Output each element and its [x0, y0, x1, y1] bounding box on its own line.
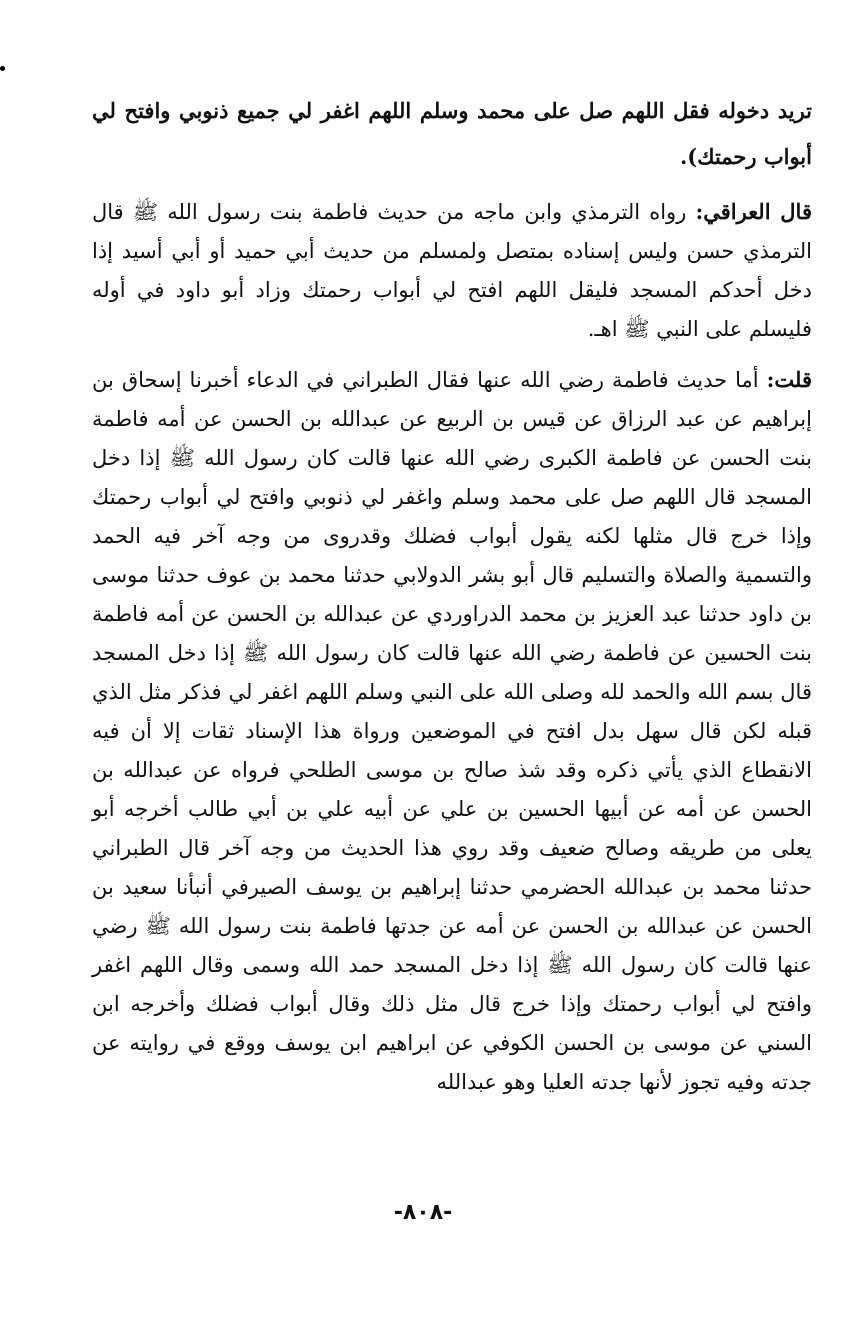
qultu-text: أما حديث فاطمة رضي الله عنها فقال الطبراني في الدعاء أخبرنا إسحاق بن إبراهيم عن عبد الرزاق عن قيس بن الربيع عن عبدالله بن الحسن عن أمه فاطمة بنت الحسن عن فاطمة الكبرى رضي الله عنها قالت كان رسول الله ﷺ إذا دخل المسجد قال اللهم صل على محمد وسلم واغفر لي ذنوبي وافتح لي أبواب رحمتك وإذا خرج قال مثلها لكنه يقول أبواب فضلك وقدروى من وجه آخر فيه الحمد والتسمية والصلاة والتسليم قال أبو بشر الدولابي حدثنا محمد بن عوف حدثنا موسى بن داود حدثنا عبد العزيز بن محمد الدراوردي عن عبدالله بن الحسن عن أمه فاطمة بنت الحسين عن فاطمة رضي الله عنها قالت كان رسول الله ﷺ إذا دخل المسجد قال بسم الله والحمد لله وصلى الله على النبي وسلم اللهم اغفر لي فذكر مثل الذي قبله لكن قال سهل بدل افتح في الموضعين ورواة هذا الإسناد ثقات إلا أن فيه الانقطاع الذي يأتي ذكره وقد شذ صالح بن موسى الطلحي فرواه عن عبدالله بن الحسن عن أمه عن أبيها الحسين بن علي عن أبيه علي بن أبي طالب أخرجه أبو يعلى من طريقه وصالح ضعيف وقد روي هذا الحديث من وجه آخر قال الطبراني حدثنا محمد بن عبدالله الحضرمي حدثنا إبراهيم بن يوسف الصيرفي أنبأنا سعيد بن الحسن عن عبدالله بن الحسن عن أمه عن جدتها فاطمة بنت رسول الله ﷺ رضي عنها قالت كان رسول الله ﷺ إذا دخل المسجد حمد الله وسمى وقال اللهم اغفر وافتح لي أبواب رحمتك وإذا خرج قال مثل ذلك وقال أبواب فضلك وأخرجه ابن السني عن موسى بن الحسن الكوفي عن ابراهيم ابن يوسف ووقع في روايته عن جدته وفيه تجوز لأنها جدته العليا وهو عبدالله — [92, 368, 812, 1094]
margin-dot — [0, 66, 5, 71]
page-number: -٨٠٨- — [393, 1200, 453, 1225]
iraqi-paragraph — [92, 192, 812, 349]
iraqi-label: قال العراقي: — [695, 199, 812, 224]
paragraph-spacer — [92, 349, 812, 360]
qultu-label: قلت: — [766, 367, 812, 392]
iraqi-text: رواه الترمذي وابن ماجه من حديث فاطمة بنت رسول الله ﷺ قال الترمذي حسن وليس إسناده بمتصل ولمسلم من حديث أبي حميد أو أبي أسيد إذا دخل أحدكم المسجد فليقل اللهم افتح لي أبواب رحمتك وزاد أبو داود في أوله فليسلم على النبي ﷺ اهـ. — [92, 200, 812, 341]
paragraph-spacer — [92, 180, 812, 192]
qultu-paragraph — [92, 360, 812, 1102]
opening-paragraph: تريد دخوله فقل اللهم صل على محمد وسلم اللهم اغفر لي جميع ذنوبي وافتح لي أبواب رحمتك). — [92, 98, 812, 169]
main-text — [92, 88, 812, 1102]
